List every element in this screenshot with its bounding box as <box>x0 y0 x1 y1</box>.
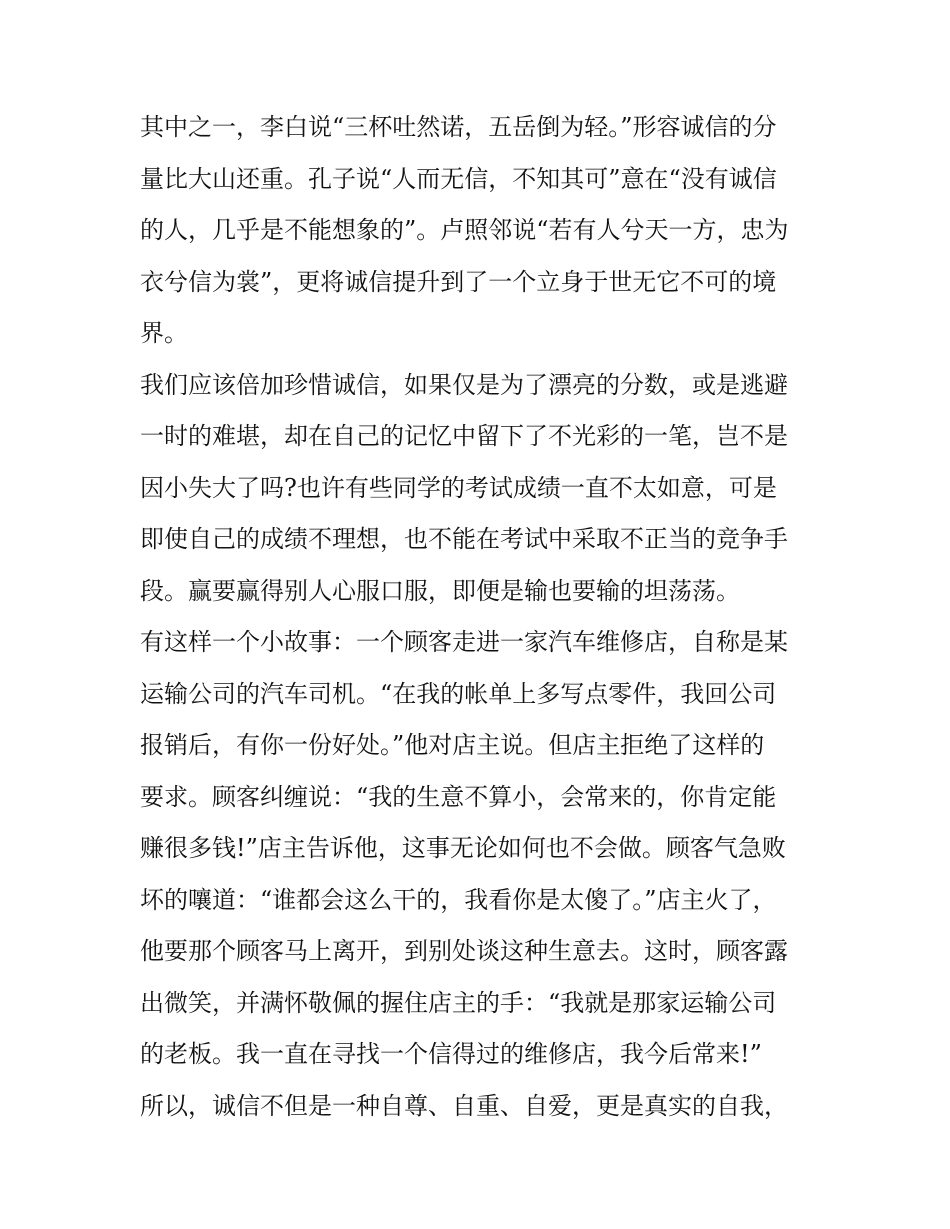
text-line: 界。 <box>140 319 188 347</box>
text-line: 坏的嚷道：“谁都会这么干的，我看你是太傻了。”店主火了， <box>140 885 777 914</box>
text-line: 我们应该倍加珍惜诚信，如果仅是为了漂亮的分数，或是逃避 <box>140 370 788 399</box>
text-line: 段。赢要赢得别人心服口服，即便是输也要输的坦荡荡。 <box>140 576 740 605</box>
text-line: 有这样一个小故事：一个顾客走进一家汽车维修店，自称是某 <box>140 628 788 656</box>
text-line: 运输公司的汽车司机。“在我的帐单上多写点零件，我回公司 <box>140 679 777 708</box>
text-line: 量比大山还重。孔子说“人而无信，不知其可”意在“没有诚信 <box>140 164 777 193</box>
text-line: 其中之一，李白说“三杯吐然诺，五岳倒为轻。”形容诚信的分 <box>140 113 777 141</box>
text-line: 赚很多钱!”店主告诉他，这事无论如何也不会做。顾客气急败 <box>140 834 786 862</box>
text-line: 他要那个顾客马上离开，到别处谈这种生意去。这时，顾客露 <box>140 937 788 965</box>
text-line: 即使自己的成绩不理想，也不能在考试中采取不正当的竞争手 <box>140 525 788 553</box>
text-line: 因小失大了吗?也许有些同学的考试成绩一直不太如意，可是 <box>140 473 777 502</box>
text-line: 报销后，有你一份好处。”他对店主说。但店主拒绝了这样的 <box>140 731 765 759</box>
document-body <box>140 102 812 1132</box>
text-line: 一时的难堪，却在自己的记忆中留下了不光彩的一笔，岂不是 <box>140 422 788 450</box>
text-line: 出微笑，并满怀敬佩的握住店主的手：“我就是那家运输公司 <box>140 988 777 1017</box>
text-line: 的老板。我一直在寻找一个信得过的维修店，我今后常来!” <box>140 1040 762 1068</box>
text-line: 的人，几乎是不能想象的”。卢照邻说“若有人兮天一方，忠为 <box>140 216 789 244</box>
text-line: 所以，诚信不但是一种自尊、自重、自爱，更是真实的自我， <box>140 1091 788 1120</box>
text-line: 衣兮信为裳”，更将诚信提升到了一个立身于世无它不可的境 <box>140 267 777 296</box>
text-line: 要求。顾客纠缠说：“我的生意不算小，会常来的，你肯定能 <box>140 782 777 811</box>
